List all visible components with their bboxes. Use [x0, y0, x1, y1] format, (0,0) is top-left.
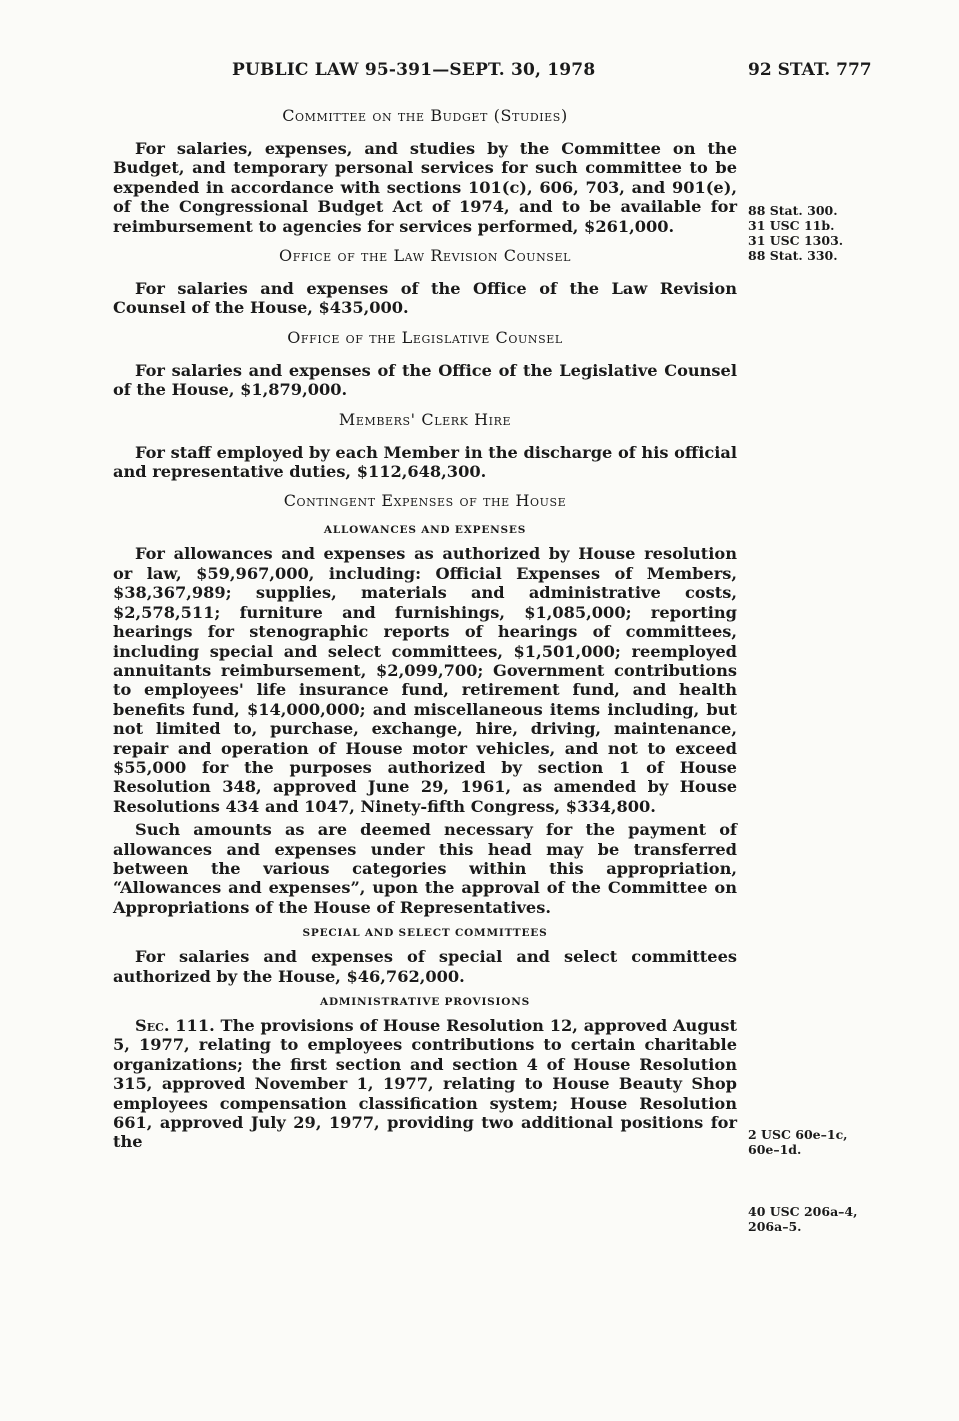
heading-contingent: Contingent Expenses of the House [283, 491, 567, 511]
paragraph-law-revision: For salaries and expenses of the Office of the Law Revision Counsel of the House, $435,000. [113, 279, 737, 318]
margin-ref: 88 Stat. 330. [748, 248, 838, 263]
page-header [0, 60, 959, 86]
margin-ref: 206a–5. [748, 1219, 802, 1234]
paragraph-sec-111 [113, 1016, 737, 1152]
paragraph-legislative: For salaries and expenses of the Office of the Legislative Counsel of the House, $1,879,000. [113, 360, 737, 400]
paragraph-allowances: For allowances and expenses as authorized by House resolution or law, $59,967,000, including: Official Expenses of Members, $38,367,989; supplies, materials and administrative costs, $2,578,511; furniture and furnishings, $1,085,000; reporting hearings for stenographic reports of hearings of committees, including special and select committees, $1,501,000; reemployed annuitants reimbursement, $2,099,700; Government contributions to employees' life insurance fund, retirement fund, and health benefits fund, $14,000,000; and miscellaneous items including, but not limited to, purchase, exchange, hire, driving, maintenance, repair and operation of House motor vehicles, and not to exceed $55,000 for the purposes authorized by section 1 of House Resolution 348, approved June 29, 1961, as amended by House Resolutions 434 and 1047, Ninety-fifth Congress, $334,800. [113, 544, 737, 816]
law-title: PUBLIC LAW 95-391—SEPT. 30, 1978 [232, 60, 596, 80]
heading-legislative: Office of the Legislative Counsel [287, 327, 563, 347]
margin-ref: 2 USC 60e–1c, [748, 1127, 848, 1142]
subheading-allowances: ALLOWANCES AND EXPENSES [323, 524, 527, 537]
paragraph-special-committees: For salaries and expenses of special and select committees authorized by the House, $46,762,000. [113, 947, 737, 986]
margin-ref: 31 USC 11b. [748, 218, 835, 233]
margin-ref: 31 USC 1303. [748, 233, 844, 248]
margin-note-budget [748, 203, 843, 263]
heading-budget: Committee on the Budget (Studies) [282, 106, 568, 125]
subheading-special-committees: SPECIAL AND SELECT COMMITTEES [302, 927, 548, 940]
margin-ref: 60e–1d. [748, 1142, 802, 1157]
section-text: The provisions of House Resolution 12, approved August 5, 1977, relating to employees contributions to certain charitable organizations; the first section and section 4 of House Resolution 315, approved November 1, 1977, relating to House Beauty Shop employees compensation classification system; House Resolution 661, approved July 29, 1977, providing two additional positions for the [113, 1016, 737, 1152]
main-text [113, 100, 737, 1162]
subheading-admin-provisions: ADMINISTRATIVE PROVISIONS [320, 996, 530, 1008]
heading-clerk-hire: Members' Clerk Hire [338, 409, 512, 429]
paragraph-budget: For salaries, expenses, and studies by the Committee on the Budget, and temporary personal services for such committee to be expended in accordance with sections 101(c), 606, 703, and 901(e), of the Congressional Budget Act of 1974, and to be available for reimbursement to agencies for services performed, $261,000. [113, 139, 737, 236]
margin-ref: 40 USC 206a–4, [748, 1204, 858, 1219]
paragraph-transfer: Such amounts as are deemed necessary for the payment of allowances and expenses under this head may be transferred between the various categories within this appropriation, “Allowances and expenses”, upon the approval of the Committee on Appropriations of the House of Representatives. [113, 820, 737, 917]
margin-note-sec111-a [748, 1127, 848, 1157]
section-label: Sec. 111. [135, 1016, 215, 1035]
stat-page-number: 92 STAT. 777 [748, 60, 872, 80]
heading-law-revision: Office of the Law Revision Counsel [279, 246, 571, 266]
margin-note-sec111-b [748, 1204, 857, 1234]
paragraph-clerk-hire: For staff employed by each Member in the discharge of his official and representative duties, $112,648,300. [113, 442, 737, 482]
margin-ref: 88 Stat. 300. [748, 203, 838, 218]
